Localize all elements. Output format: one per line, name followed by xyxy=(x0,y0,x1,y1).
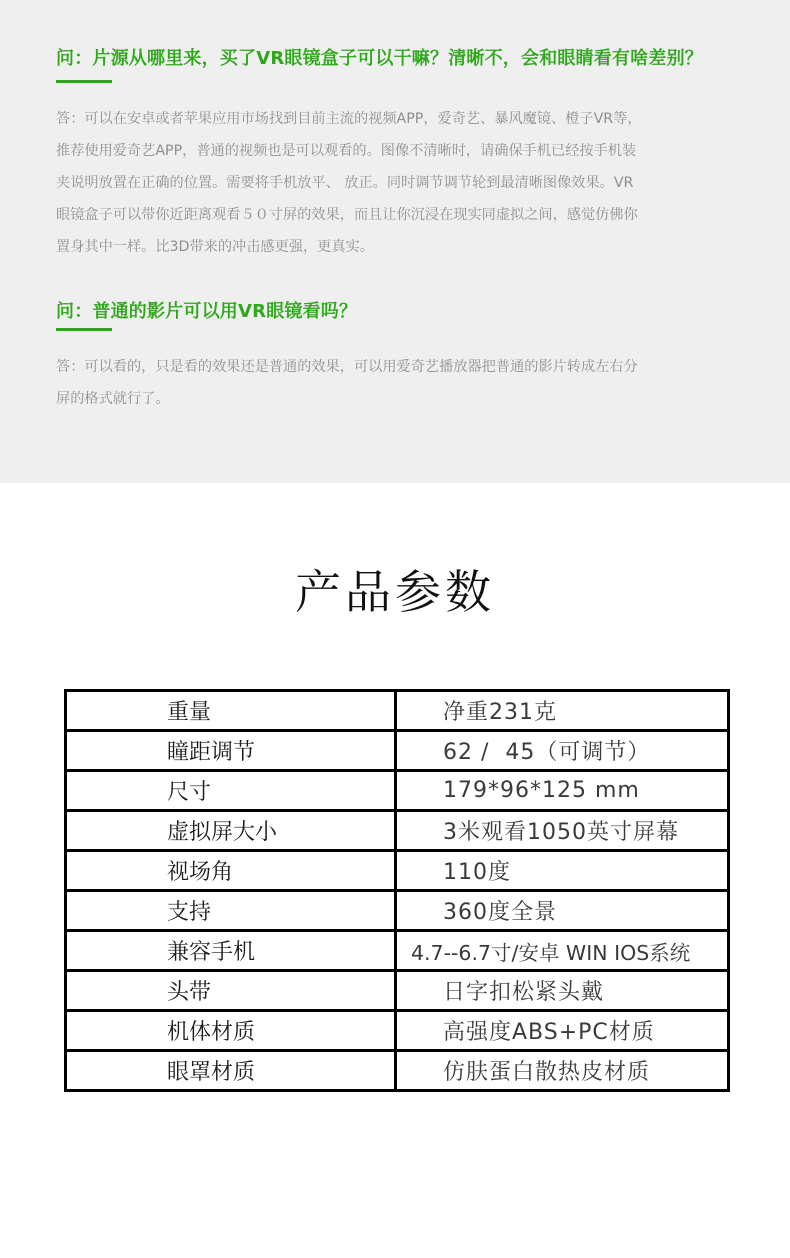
question-underline xyxy=(56,328,112,331)
faq-question-2: 问：普通的影片可以用VR眼镜看吗？ xyxy=(56,301,358,322)
answer-line: 置身其中一样。比3D带来的冲击感更强，更真实。 xyxy=(56,239,374,255)
table-row xyxy=(66,1051,729,1091)
spec-value: 4.7--6.7寸/安卓 WIN IOS系统 xyxy=(396,931,729,971)
spec-label: 虚拟屏大小 xyxy=(66,811,396,851)
spec-label: 重量 xyxy=(66,691,396,731)
spec-value: 高强度ABS+PC材质 xyxy=(396,1011,729,1051)
table-row xyxy=(66,811,729,851)
answer-line: 眼镜盒子可以带你近距离观看５０寸屏的效果，而且让你沉浸在现实同虚拟之间，感觉仿佛你 xyxy=(56,207,638,223)
spec-label: 尺寸 xyxy=(66,771,396,811)
spec-label: 兼容手机 xyxy=(66,931,396,971)
spec-value: 179*96*125 mm xyxy=(396,771,729,811)
table-row xyxy=(66,851,729,891)
spec-value: 3米观看1050英寸屏幕 xyxy=(396,811,729,851)
table-row xyxy=(66,731,729,771)
product-specs-title: 产品参数 xyxy=(295,565,495,619)
table-row xyxy=(66,971,729,1011)
table-row xyxy=(66,1011,729,1051)
spec-value: 110度 xyxy=(396,851,729,891)
table-row xyxy=(66,891,729,931)
faq-answer-1 xyxy=(56,103,756,263)
answer-line: 答：可以看的，只是看的效果还是普通的效果，可以用爱奇艺播放器把普通的影片转成左右分 xyxy=(56,359,638,375)
spec-label: 头带 xyxy=(66,971,396,1011)
faq-answer-2 xyxy=(56,351,756,415)
specs-table xyxy=(64,689,730,1092)
question-underline xyxy=(56,80,112,83)
spec-label: 机体材质 xyxy=(66,1011,396,1051)
spec-value: 净重231克 xyxy=(396,691,729,731)
spec-value: 日字扣松紧头戴 xyxy=(396,971,729,1011)
answer-line: 推荐使用爱奇艺APP，普通的视频也是可以观看的。图像不清晰时，请确保手机已经按手机装 xyxy=(56,143,637,159)
answer-line: 答：可以在安卓或者苹果应用市场找到目前主流的视频APP，爱奇艺、暴风魔镜、橙子VR等， xyxy=(56,111,642,127)
table-row xyxy=(66,771,729,811)
spec-label: 视场角 xyxy=(66,851,396,891)
table-row xyxy=(66,691,729,731)
spec-value: 62 / 45（可调节） xyxy=(396,731,729,771)
faq-question-1: 问：片源从哪里来，买了VR眼镜盒子可以干嘛？清晰不，会和眼睛看有啥差别？ xyxy=(56,48,703,69)
spec-label: 瞳距调节 xyxy=(66,731,396,771)
faq-section xyxy=(0,0,790,483)
answer-line: 夹说明放置在正确的位置。需要将手机放平、 放正。同时调节调节轮到最清晰图像效果。VR xyxy=(56,175,634,191)
spec-value: 仿肤蛋白散热皮材质 xyxy=(396,1051,729,1091)
spec-label: 眼罩材质 xyxy=(66,1051,396,1091)
spec-label: 支持 xyxy=(66,891,396,931)
table-row xyxy=(66,931,729,971)
spec-value: 360度全景 xyxy=(396,891,729,931)
answer-line: 屏的格式就行了。 xyxy=(56,391,170,407)
